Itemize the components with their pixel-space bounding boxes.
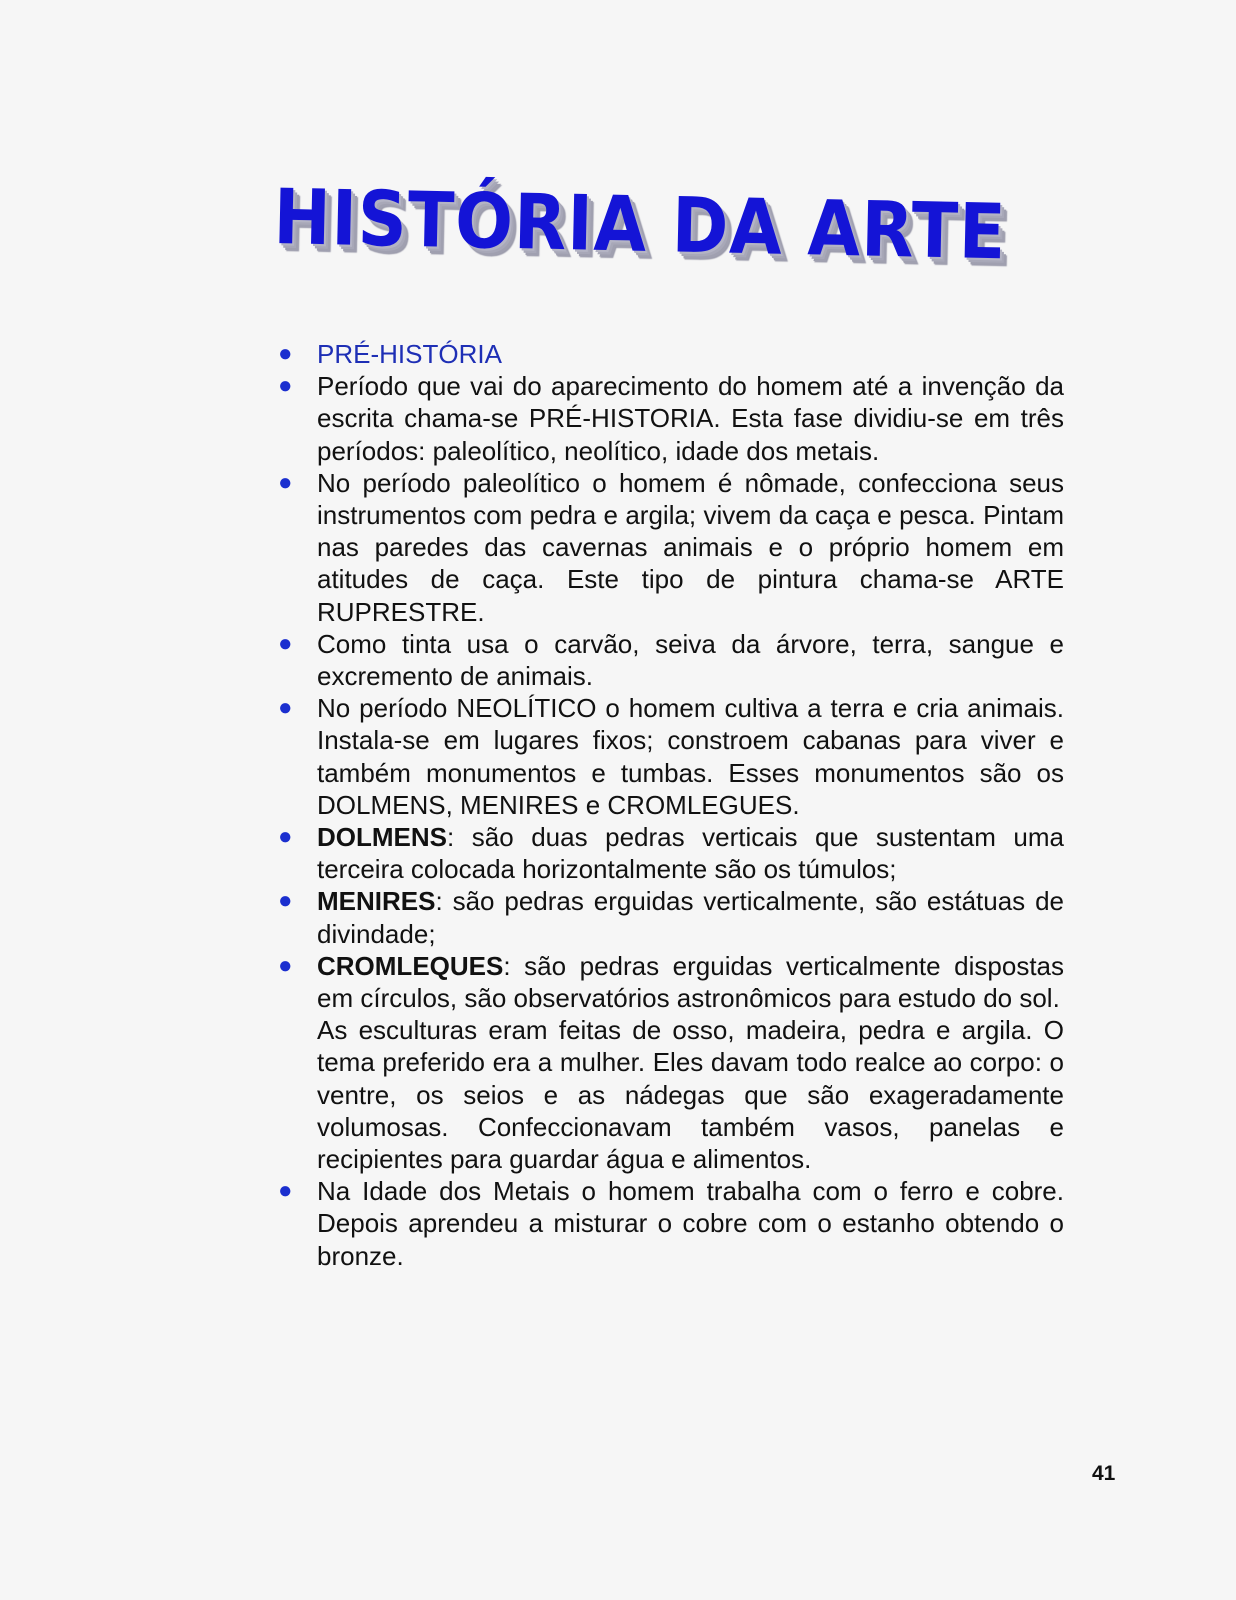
bullet-icon: ● bbox=[278, 694, 293, 722]
list-item-menires bbox=[278, 885, 1064, 949]
definition-text: : são pedras erguidas verticalmente dispostas em círculos, são observatórios astronômicos para estudo do sol. bbox=[317, 950, 1064, 1014]
term-menires: MENIRES bbox=[317, 886, 436, 917]
bullet-icon: ● bbox=[278, 823, 293, 851]
paragraph-sculptures: As esculturas eram feitas de osso, madeira, pedra e argila. O tema preferido era a mulher. Eles davam todo realce ao corpo: o ventre, os seios e as nádegas que são exageradamente volumosas. Confeccionavam também vasos, panelas e recipientes para guardar água e alimentos. bbox=[317, 1015, 1064, 1175]
term-cromleques: CROMLEQUES bbox=[317, 950, 504, 981]
list-item-cromleques bbox=[278, 950, 1064, 1014]
list-item bbox=[278, 692, 1064, 821]
list-item bbox=[278, 338, 1064, 370]
list-item-text: No período paleolítico o homem é nômade, confecciona seus instrumentos com pedra e argila; vivem da caça e pesca. Pintam nas paredes das cavernas animais e o próprio homem em atitudes de caça. Este tipo de pintura chama-se ARTE RUPRESTRE. bbox=[317, 467, 1064, 627]
bullet-icon: ● bbox=[278, 340, 293, 367]
page-number: 41 bbox=[1092, 1462, 1116, 1485]
list-item-content bbox=[317, 885, 1064, 949]
list-item bbox=[278, 370, 1064, 467]
list-item-content bbox=[317, 821, 1064, 885]
page-title: HISTÓRIA DA ARTE bbox=[272, 173, 1008, 278]
list-item bbox=[278, 1175, 1064, 1272]
list-item-text: PRÉ-HISTÓRIA bbox=[317, 339, 502, 369]
bullet-icon: ● bbox=[278, 468, 293, 496]
list-item-dolmens bbox=[278, 821, 1064, 885]
bullet-icon: ● bbox=[278, 951, 293, 979]
list-item-text: Período que vai do aparecimento do homem até a invenção da escrita chama-se PRÉ-HISTORIA. Esta fase dividiu-se em três períodos: paleolítico, neolítico, idade dos metais. bbox=[317, 371, 1064, 466]
list-item-content bbox=[317, 950, 1064, 1014]
list-item-text: Como tinta usa o carvão, seiva da árvore, terra, sangue e excremento de animais. bbox=[317, 628, 1064, 692]
definition-text: : são pedras erguidas verticalmente, são estátuas de divindade; bbox=[317, 886, 1064, 949]
term-dolmens: DOLMENS bbox=[317, 822, 447, 853]
bullet-icon: ● bbox=[278, 887, 293, 915]
list-item-text: Na Idade dos Metais o homem trabalha com o ferro e cobre. Depois aprendeu a misturar o cobre com o estanho obtendo o bronze. bbox=[317, 1176, 1064, 1271]
bullet-icon: ● bbox=[278, 629, 293, 657]
list-item-text: No período NEOLÍTICO o homem cultiva a terra e cria animais. Instala-se em lugares fixos; constroem cabanas para viver e também monumentos e tumbas. Esses monumentos são os DOLMENS, MENIRES e CROMLEGUES. bbox=[317, 693, 1064, 820]
list-item bbox=[278, 628, 1064, 692]
list-item bbox=[278, 467, 1064, 628]
bullet-icon: ● bbox=[278, 1177, 293, 1205]
bullet-icon: ● bbox=[278, 372, 293, 400]
bullet-list bbox=[278, 338, 1064, 1272]
definition-text: : são duas pedras verticais que sustentam uma terceira colocada horizontalmente são os túmulos; bbox=[317, 822, 1064, 885]
